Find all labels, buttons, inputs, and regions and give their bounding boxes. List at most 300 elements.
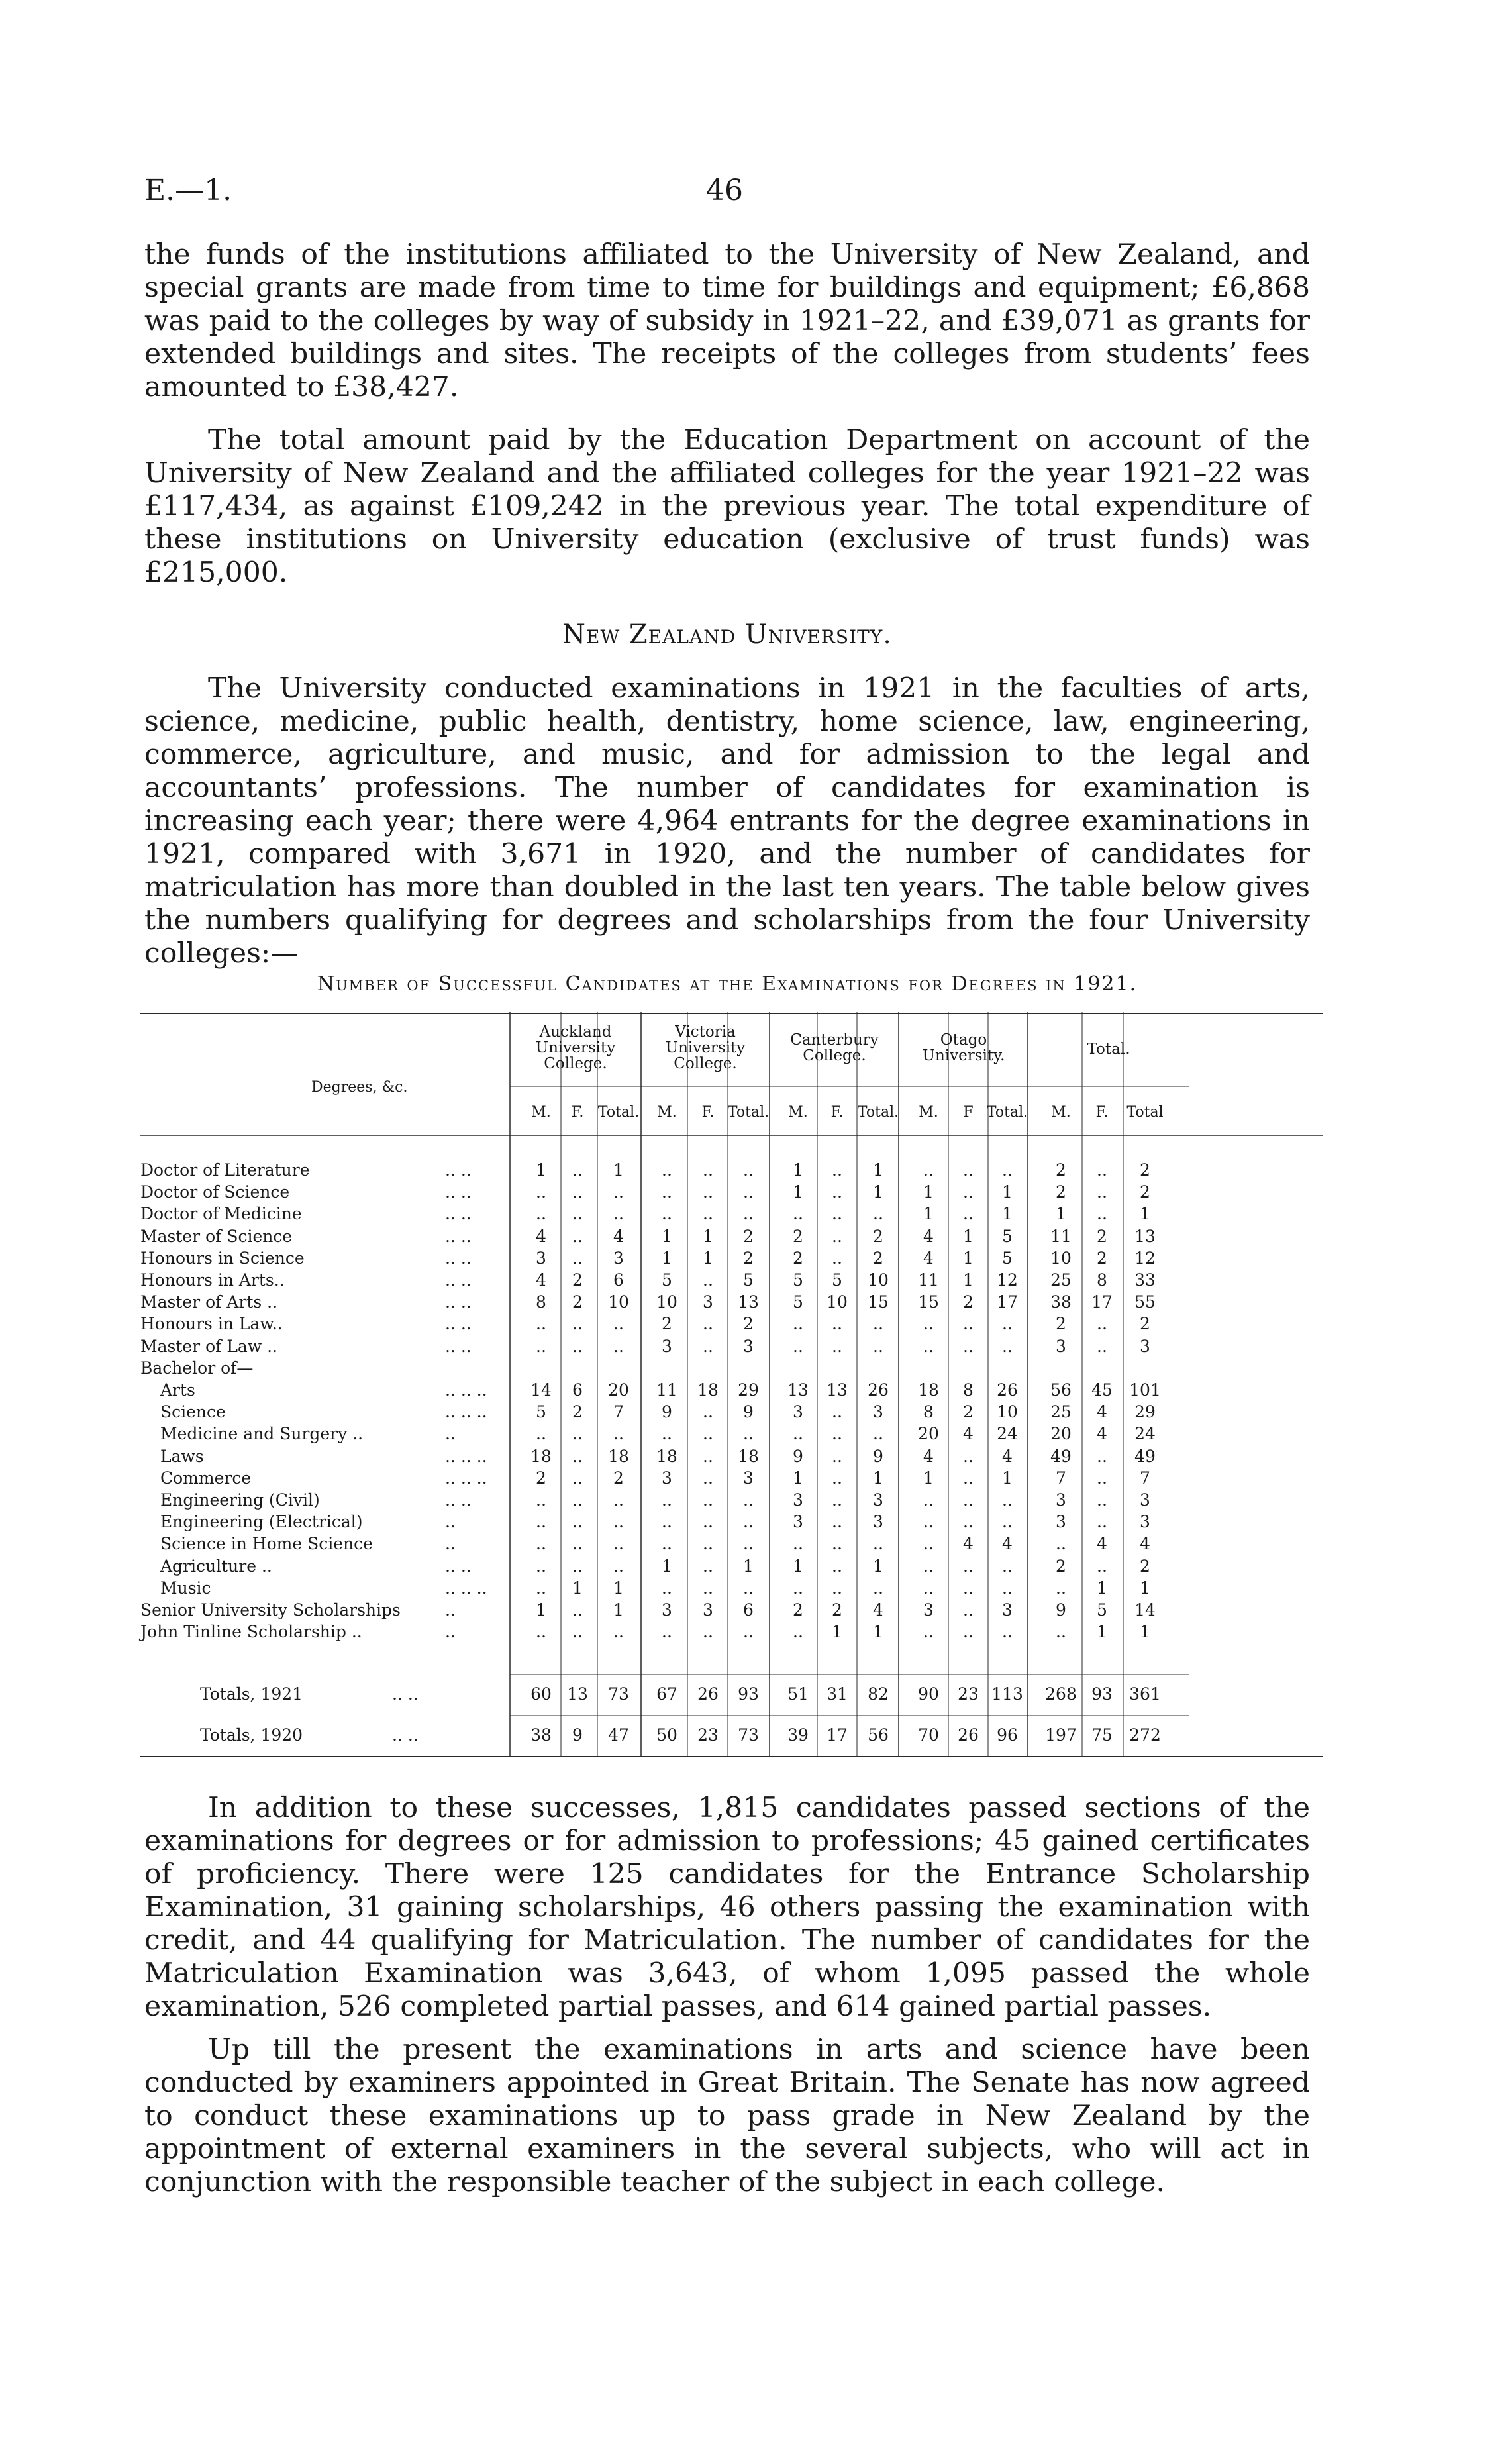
table-cell: 49: [1050, 1446, 1072, 1466]
table-cell: ..: [1097, 1556, 1107, 1576]
group-header: Canterbury: [790, 1031, 879, 1049]
group-header: Otago: [940, 1031, 987, 1049]
page-number: 46: [706, 174, 743, 207]
table-cell: ..: [832, 1314, 842, 1334]
table-cell: ..: [662, 1182, 672, 1202]
row-leader: .. ..: [445, 1204, 472, 1224]
totals-cell: 73: [738, 1725, 759, 1745]
table-cell: ..: [536, 1182, 546, 1202]
table-cell: ..: [572, 1490, 583, 1510]
stub-header: Degrees, &c.: [311, 1079, 408, 1096]
table-cell: 24: [997, 1424, 1018, 1444]
table-cell: 20: [1050, 1424, 1072, 1444]
table-cell: ..: [832, 1490, 842, 1510]
table-cell: ..: [572, 1534, 583, 1554]
table-cell: ..: [923, 1578, 934, 1598]
table-cell: 1: [1097, 1578, 1107, 1598]
table-cell: 3: [703, 1292, 713, 1312]
table-cell: ..: [832, 1446, 842, 1466]
table-cell: 1: [873, 1160, 883, 1180]
table-cell: ..: [662, 1622, 672, 1642]
table-cell: ..: [832, 1160, 842, 1180]
table-cell: ..: [832, 1534, 842, 1554]
table-cell: ..: [743, 1512, 754, 1532]
table-cell: 49: [1134, 1446, 1156, 1466]
table-cell: ..: [572, 1204, 583, 1224]
table-cell: ..: [613, 1182, 624, 1202]
table-cell: 1: [793, 1556, 803, 1576]
row-label: Doctor of Science: [140, 1182, 290, 1202]
table-cell: ..: [536, 1622, 546, 1642]
table-cell: 2: [873, 1226, 883, 1246]
table-cell: 18: [918, 1380, 939, 1400]
row-label: Science in Home Science: [160, 1534, 373, 1554]
table-cell: ..: [873, 1336, 883, 1356]
table-cell: 2: [793, 1248, 803, 1268]
row-label: Master of Arts ..: [140, 1292, 278, 1312]
table-cell: 1: [703, 1226, 713, 1246]
table-cell: ..: [572, 1160, 583, 1180]
table-cell: ..: [572, 1600, 583, 1619]
table-cell: 4: [963, 1424, 974, 1444]
table-cell: 1: [613, 1160, 624, 1180]
row-leader: .. ..: [445, 1292, 472, 1312]
table-cell: 33: [1134, 1270, 1156, 1290]
row-leader: .. ..: [445, 1160, 472, 1180]
table-cell: ..: [613, 1314, 624, 1334]
column-subheader: M.: [657, 1104, 677, 1121]
table-cell: 10: [656, 1292, 677, 1312]
table-cell: ..: [793, 1424, 803, 1444]
table-cell: 29: [1134, 1402, 1156, 1422]
table-cell: ..: [1002, 1160, 1013, 1180]
totals-cell: 60: [530, 1684, 552, 1704]
table-cell: ..: [1056, 1578, 1066, 1598]
table-cell: 3: [1056, 1512, 1066, 1532]
table-cell: 18: [656, 1446, 677, 1466]
table-cell: ..: [536, 1556, 546, 1576]
column-subheader: F: [963, 1104, 974, 1121]
table-cell: ..: [832, 1336, 842, 1356]
table-cell: 13: [1134, 1226, 1156, 1246]
table-cell: 24: [1134, 1424, 1156, 1444]
table-cell: ..: [1002, 1556, 1013, 1576]
totals-cell: 9: [572, 1725, 583, 1745]
table-cell: 3: [793, 1490, 803, 1510]
table-cell: 1: [793, 1468, 803, 1488]
table-cell: ..: [923, 1622, 934, 1642]
table-cell: ..: [1097, 1182, 1107, 1202]
totals-cell: 13: [567, 1684, 588, 1704]
totals-cell: 268: [1045, 1684, 1077, 1704]
table-cell: ..: [703, 1446, 713, 1466]
table-cell: 20: [918, 1424, 939, 1444]
table-cell: 8: [963, 1380, 974, 1400]
column-subheader: F.: [701, 1104, 715, 1121]
totals-label: Totals, 1921: [200, 1684, 303, 1704]
totals-cell: 113: [991, 1684, 1023, 1704]
totals-cell: 70: [918, 1725, 939, 1745]
table-cell: ..: [963, 1468, 974, 1488]
table-cell: 3: [662, 1468, 672, 1488]
table-cell: 13: [738, 1292, 759, 1312]
table-cell: 3: [613, 1248, 624, 1268]
totals-cell: 31: [826, 1684, 848, 1704]
totals-cell: 82: [868, 1684, 889, 1704]
table-cell: ..: [1097, 1314, 1107, 1334]
table-cell: ..: [1002, 1578, 1013, 1598]
table-cell: 2: [1056, 1160, 1066, 1180]
table-cell: ..: [832, 1424, 842, 1444]
totals-cell: 361: [1129, 1684, 1161, 1704]
table-cell: ..: [703, 1424, 713, 1444]
totals-cell: 38: [530, 1725, 552, 1745]
table-cell: ..: [703, 1534, 713, 1554]
group-header: College.: [544, 1055, 607, 1072]
table-cell: ..: [536, 1336, 546, 1356]
table-cell: ..: [572, 1446, 583, 1466]
table-cell: ..: [1002, 1622, 1013, 1642]
paragraph-examinations: The University conducted examinations in 1921 in the faculties of arts, science, medicine, public health, dentistry, home science, law, engineering, commerce, agriculture, and music, and for admission to the legal and accountants’ professions. The number of candidates for examination is increasing each year; there were 4,964 entrants for the degree examinations in 1921, compared with 3,671 in 1920, and the number of candidates for matriculation has more than doubled in the last ten years. The table below gives the numbers qualifying for degrees and scholarships from the four University colleges:—: [144, 672, 1310, 970]
table-cell: 1: [662, 1248, 672, 1268]
table-cell: 5: [1097, 1600, 1107, 1619]
table-cell: 1: [873, 1468, 883, 1488]
totals-cell: 23: [958, 1684, 979, 1704]
table-cell: 3: [1002, 1600, 1013, 1619]
table-cell: ..: [793, 1622, 803, 1642]
row-leader: .. ..: [445, 1314, 472, 1334]
table-cell: 2: [963, 1292, 974, 1312]
table-cell: ..: [873, 1314, 883, 1334]
table-cell: ..: [572, 1336, 583, 1356]
table-cell: 3: [923, 1600, 934, 1619]
table-cell: 2: [1056, 1556, 1066, 1576]
table-cell: 3: [1056, 1490, 1066, 1510]
totals-cell: 26: [697, 1684, 719, 1704]
table-cell: ..: [1097, 1512, 1107, 1532]
table-cell: ..: [662, 1534, 672, 1554]
table-cell: ..: [703, 1402, 713, 1422]
row-label: Agriculture ..: [160, 1556, 272, 1576]
table-cell: 5: [832, 1270, 842, 1290]
table-cell: ..: [963, 1490, 974, 1510]
row-leader: .. ..: [445, 1182, 472, 1202]
row-leader: .. .. ..: [445, 1446, 487, 1466]
table-cell: 7: [613, 1402, 624, 1422]
table-cell: ..: [793, 1314, 803, 1334]
table-cell: 1: [873, 1622, 883, 1642]
table-cell: ..: [703, 1556, 713, 1576]
row-label: Honours in Arts..: [140, 1270, 285, 1290]
table-cell: 7: [1140, 1468, 1150, 1488]
table-cell: ..: [832, 1182, 842, 1202]
table-cell: 4: [923, 1248, 934, 1268]
table-cell: ..: [613, 1204, 624, 1224]
row-label: Honours in Science: [140, 1248, 305, 1268]
table-cell: ..: [613, 1512, 624, 1532]
table-cell: 5: [536, 1402, 546, 1422]
table-cell: 2: [662, 1314, 672, 1334]
table-cell: 15: [918, 1292, 939, 1312]
table-cell: 6: [572, 1380, 583, 1400]
table-cell: 2: [1056, 1182, 1066, 1202]
table-cell: ..: [1002, 1314, 1013, 1334]
table-cell: ..: [963, 1578, 974, 1598]
table-cell: 1: [1140, 1204, 1150, 1224]
table-cell: ..: [536, 1314, 546, 1334]
row-label: Music: [160, 1578, 211, 1598]
table-cell: ..: [923, 1512, 934, 1532]
row-label: Laws: [160, 1446, 204, 1466]
table-cell: 15: [868, 1292, 889, 1312]
table-cell: ..: [832, 1226, 842, 1246]
table-cell: ..: [743, 1204, 754, 1224]
table-cell: ..: [923, 1556, 934, 1576]
table-cell: 3: [1140, 1336, 1150, 1356]
table-cell: ..: [832, 1578, 842, 1598]
table-cell: 2: [1140, 1182, 1150, 1202]
table-cell: 4: [1002, 1534, 1013, 1554]
totals-leader: .. ..: [392, 1684, 419, 1704]
table-cell: ..: [572, 1424, 583, 1444]
table-cell: 3: [793, 1512, 803, 1532]
table-cell: ..: [613, 1622, 624, 1642]
table-cell: 38: [1050, 1292, 1072, 1312]
table-cell: ..: [703, 1182, 713, 1202]
table-cell: 1: [536, 1160, 546, 1180]
column-subheader: Total: [1126, 1104, 1164, 1121]
table-cell: 25: [1050, 1402, 1072, 1422]
table-cell: 1: [1056, 1204, 1066, 1224]
totals-label: Totals, 1920: [200, 1725, 303, 1745]
table-cell: ..: [923, 1534, 934, 1554]
table-cell: 6: [613, 1270, 624, 1290]
table-cell: ..: [963, 1512, 974, 1532]
table-cell: 26: [868, 1380, 889, 1400]
totals-cell: 96: [997, 1725, 1018, 1745]
table-cell: 26: [997, 1380, 1018, 1400]
table-cell: 9: [662, 1402, 672, 1422]
table-cell: 4: [1097, 1534, 1107, 1554]
table-cell: 1: [793, 1182, 803, 1202]
table-cell: ..: [613, 1490, 624, 1510]
table-cell: 1: [963, 1248, 974, 1268]
row-label: Master of Science: [140, 1226, 293, 1246]
paragraph-total-amount: The total amount paid by the Education Department on account of the University of New Zealand and the affiliated colleges for the year 1921–22 was £117,434, as against £109,242 in the previous year. The total expenditure of these institutions on University education (exclusive of trust funds) was £215,000.: [144, 424, 1310, 589]
row-label: Bachelor of—: [140, 1358, 254, 1378]
table-cell: ..: [536, 1204, 546, 1224]
table-cell: 1: [963, 1270, 974, 1290]
table-cell: 12: [997, 1270, 1018, 1290]
degrees-table: [140, 1012, 1323, 1774]
table-cell: 3: [793, 1402, 803, 1422]
table-cell: ..: [703, 1512, 713, 1532]
row-leader: .. ..: [445, 1270, 472, 1290]
table-cell: 8: [923, 1402, 934, 1422]
group-header: University: [535, 1039, 616, 1056]
table-cell: ..: [613, 1534, 624, 1554]
table-cell: 10: [826, 1292, 848, 1312]
table-cell: ..: [963, 1556, 974, 1576]
table-cell: 1: [703, 1248, 713, 1268]
table-cell: 4: [1097, 1402, 1107, 1422]
table-cell: ..: [963, 1160, 974, 1180]
column-subheader: F.: [571, 1104, 584, 1121]
table-cell: ..: [572, 1622, 583, 1642]
table-cell: 1: [1140, 1622, 1150, 1642]
table-cell: 1: [963, 1226, 974, 1246]
table-cell: ..: [703, 1468, 713, 1488]
table-cell: ..: [873, 1204, 883, 1224]
row-label: Engineering (Civil): [160, 1490, 320, 1510]
table-cell: 1: [1002, 1204, 1013, 1224]
table-cell: ..: [873, 1534, 883, 1554]
table-cell: ..: [536, 1534, 546, 1554]
table-cell: 3: [1140, 1490, 1150, 1510]
row-leader: ..: [445, 1424, 456, 1444]
table-cell: ..: [832, 1402, 842, 1422]
table-cell: 1: [873, 1556, 883, 1576]
table-cell: 20: [608, 1380, 629, 1400]
table-cell: ..: [743, 1622, 754, 1642]
table-cell: ..: [613, 1336, 624, 1356]
totals-cell: 67: [656, 1684, 677, 1704]
table-cell: 4: [873, 1600, 883, 1619]
table-cell: 4: [1002, 1446, 1013, 1466]
totals-cell: 17: [826, 1725, 848, 1745]
table-cell: 8: [1097, 1270, 1107, 1290]
table-cell: 14: [1134, 1600, 1156, 1619]
table-cell: 3: [743, 1468, 754, 1488]
table-cell: 6: [743, 1600, 754, 1619]
table-cell: 5: [1002, 1248, 1013, 1268]
totals-cell: 51: [787, 1684, 809, 1704]
table-cell: ..: [1097, 1336, 1107, 1356]
table-cell: ..: [1056, 1534, 1066, 1554]
table-cell: 55: [1134, 1292, 1156, 1312]
table-cell: ..: [743, 1424, 754, 1444]
table-cell: ..: [923, 1336, 934, 1356]
table-cell: ..: [1097, 1160, 1107, 1180]
totals-cell: 26: [958, 1725, 979, 1745]
row-leader: .. .. ..: [445, 1402, 487, 1422]
table-cell: 18: [738, 1446, 759, 1466]
column-subheader: Total.: [597, 1104, 640, 1121]
totals-cell: 93: [1091, 1684, 1113, 1704]
table-cell: ..: [743, 1160, 754, 1180]
totals-cell: 197: [1045, 1725, 1077, 1745]
table-cell: ..: [743, 1578, 754, 1598]
table-cell: ..: [703, 1622, 713, 1642]
table-cell: ..: [613, 1556, 624, 1576]
table-cell: ..: [536, 1512, 546, 1532]
table-cell: 11: [656, 1380, 677, 1400]
table-cell: 2: [793, 1226, 803, 1246]
table-cell: ..: [572, 1556, 583, 1576]
paragraph-funds: the funds of the institutions affiliated to the University of New Zealand, and special grants are made from time to time for buildings and equipment; £6,868 was paid to the colleges by way of subsidy in 1921–22, and £39,071 as grants for extended buildings and sites. The receipts of the colleges from students’ fees amounted to £38,427.: [144, 238, 1310, 403]
table-cell: ..: [1097, 1204, 1107, 1224]
table-cell: 1: [873, 1182, 883, 1202]
table-cell: 2: [1140, 1556, 1150, 1576]
table-cell: ..: [1097, 1490, 1107, 1510]
totals-cell: 50: [656, 1725, 677, 1745]
document-reference: E.—1.: [144, 174, 232, 207]
table-cell: 1: [923, 1204, 934, 1224]
column-subheader: M.: [919, 1104, 938, 1121]
table-cell: ..: [572, 1314, 583, 1334]
column-subheader: Total.: [986, 1104, 1028, 1121]
totals-cell: 272: [1129, 1725, 1161, 1745]
table-cell: 1: [1097, 1622, 1107, 1642]
table-cell: 3: [873, 1490, 883, 1510]
table-cell: ..: [703, 1204, 713, 1224]
totals-cell: 23: [697, 1725, 719, 1745]
row-leader: .. .. ..: [445, 1380, 487, 1400]
table-cell: 3: [536, 1248, 546, 1268]
table-cell: 1: [1002, 1182, 1013, 1202]
table-cell: 4: [1097, 1424, 1107, 1444]
table-cell: ..: [963, 1182, 974, 1202]
table-cell: 11: [1050, 1226, 1072, 1246]
table-cell: ..: [662, 1490, 672, 1510]
table-cell: 2: [743, 1314, 754, 1334]
table-cell: ..: [662, 1204, 672, 1224]
table-cell: 13: [826, 1380, 848, 1400]
table-cell: 18: [697, 1380, 719, 1400]
row-leader: .. ..: [445, 1556, 472, 1576]
table-cell: 12: [1134, 1248, 1156, 1268]
table-cell: 1: [1002, 1468, 1013, 1488]
table-cell: 1: [923, 1468, 934, 1488]
row-leader: .. ..: [445, 1336, 472, 1356]
table-cell: ..: [536, 1490, 546, 1510]
table-cell: ..: [963, 1204, 974, 1224]
table-cell: ..: [923, 1314, 934, 1334]
table-cell: ..: [832, 1468, 842, 1488]
table-cell: ..: [572, 1468, 583, 1488]
table-cell: ..: [662, 1160, 672, 1180]
table-cell: 17: [997, 1292, 1018, 1312]
table-cell: 1: [793, 1160, 803, 1180]
table-cell: ..: [572, 1226, 583, 1246]
table-cell: 3: [1056, 1336, 1066, 1356]
totals-cell: 75: [1091, 1725, 1113, 1745]
table-cell: 10: [608, 1292, 629, 1312]
table-cell: ..: [963, 1314, 974, 1334]
table-cell: 1: [572, 1578, 583, 1598]
table-cell: 56: [1050, 1380, 1072, 1400]
table-cell: 5: [743, 1270, 754, 1290]
table-cell: 3: [703, 1600, 713, 1619]
table-cell: 2: [743, 1226, 754, 1246]
table-cell: 2: [1140, 1314, 1150, 1334]
table-cell: 4: [923, 1226, 934, 1246]
table-cell: 1: [662, 1556, 672, 1576]
table-cell: 101: [1129, 1380, 1161, 1400]
row-label: Honours in Law..: [140, 1314, 283, 1334]
row-label: Medicine and Surgery ..: [160, 1424, 364, 1444]
totals-leader: .. ..: [392, 1725, 419, 1745]
table-cell: ..: [1002, 1336, 1013, 1356]
table-cell: 8: [536, 1292, 546, 1312]
group-header: College.: [674, 1055, 737, 1072]
table-cell: ..: [743, 1490, 754, 1510]
table-cell: 10: [1050, 1248, 1072, 1268]
totals-cell: 93: [738, 1684, 759, 1704]
table-cell: 3: [873, 1512, 883, 1532]
table-cell: 18: [608, 1446, 629, 1466]
row-label: Senior University Scholarships: [140, 1600, 401, 1619]
